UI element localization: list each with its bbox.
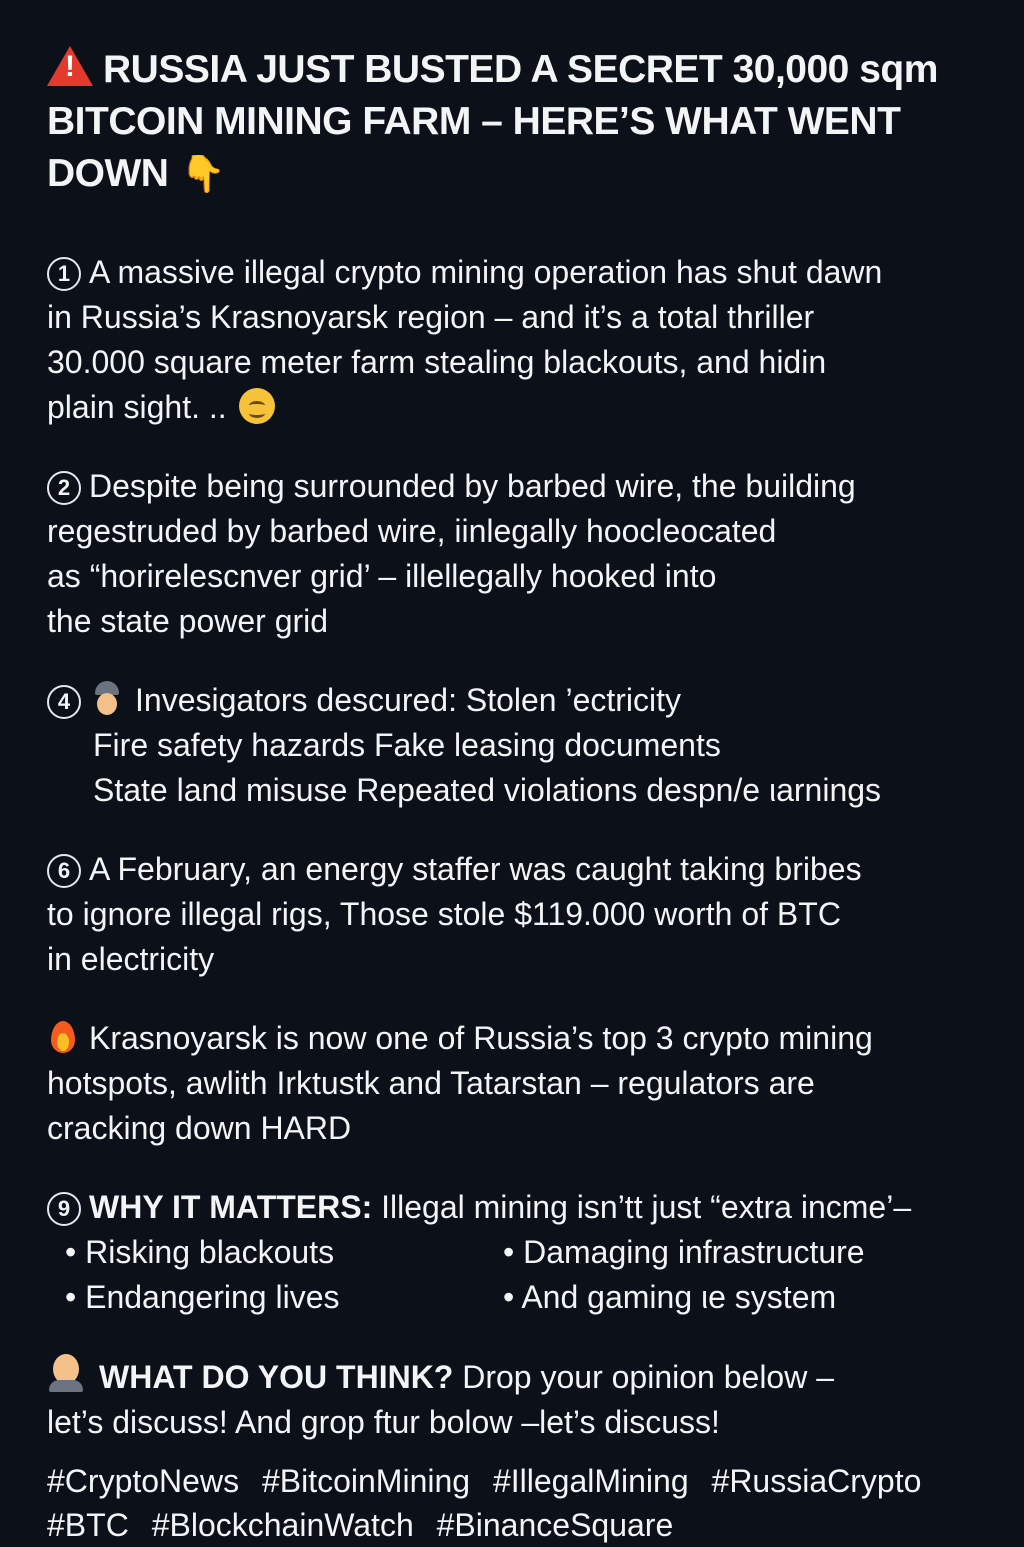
cta-line-2: let’s discuss! And grop ftur bolow –let’s discuss! (47, 1404, 720, 1440)
section-6-line-1: A February, an energy staffer was caught taking bribes (89, 851, 862, 887)
number-marker-6: 6 (47, 854, 81, 888)
hashtag-link[interactable]: #BTC (47, 1507, 129, 1543)
section-4-line-3: State land misuse Repeated violations despn/e ιarnings (93, 772, 882, 808)
bullet-row-1 (47, 1230, 1012, 1275)
warning-icon (47, 46, 93, 86)
fire-icon (47, 1019, 79, 1055)
detective-icon (89, 681, 125, 717)
headline-line-1: RUSSIA JUST BUSTED A SECRET 30,000 sqm (103, 48, 938, 91)
section-4-line-2: Fire safety hazards Fake leasing documents (93, 727, 721, 763)
section-1-line-2: in Russia’s Krasnoyarsk region – and it’s a total thriller (47, 299, 815, 335)
bullet-item: • And gaming ιe system (485, 1275, 923, 1320)
smile-icon (239, 388, 275, 424)
headline-line-2: BITCOIN MINING FARM – HERE’S WHAT WENT (47, 100, 901, 143)
section-1-line-3: 30.000 square meter farm stealing blackouts, and hidin (47, 344, 827, 380)
number-marker-1: 1 (47, 257, 81, 291)
call-to-action (47, 1354, 1012, 1445)
section-1-line-1: A massive illegal crypto mining operation has shut dawn (89, 254, 883, 290)
hotspots-line-2: hotspots, awlith Irktustk and Tatarstan – regulators are (47, 1065, 815, 1101)
section-6-line-3: in electricity (47, 941, 215, 977)
bullet-item: • Damaging infrastructure (485, 1230, 923, 1275)
hashtag-link[interactable]: #IllegalMining (492, 1463, 689, 1499)
hashtag-link[interactable]: #BlockchainWatch (151, 1507, 414, 1543)
section-2 (47, 464, 1012, 644)
hashtag-link[interactable]: #BinanceSquare (436, 1507, 674, 1543)
section-4 (47, 678, 1012, 813)
hashtags (47, 1459, 1012, 1547)
number-marker-2: 2 (47, 471, 81, 505)
bullet-item: • Endangering lives (47, 1275, 485, 1320)
section-hotspots (47, 1016, 1012, 1151)
hashtag-link[interactable]: #RussiaCrypto (711, 1463, 922, 1499)
section-2-line-1: Despite being surrounded by barbed wire, the building (89, 468, 856, 504)
hotspots-line-3: cracking down HARD (47, 1110, 352, 1146)
hashtag-link[interactable]: #CryptoNews (47, 1463, 240, 1499)
section-9 (47, 1185, 1012, 1320)
section-2-line-2: regestruded by barbed wire, iinlegally hoocleocated (47, 513, 777, 549)
section-6 (47, 847, 1012, 982)
section-1-line-4: plain sight. .. (47, 389, 227, 425)
bullet-item: • Risking blackouts (47, 1230, 485, 1275)
bullet-row-2 (47, 1275, 1012, 1320)
section-4-line-1: Invesigators descured: Stolen ’ectricity (135, 682, 682, 718)
thinker-icon (47, 1354, 87, 1394)
why-it-matters-text: Illegal mining isn’tt just “extra incme’– (372, 1189, 912, 1225)
headline (47, 44, 1012, 200)
cta-heading: WHAT DO YOU THINK? (99, 1359, 454, 1395)
hashtag-link[interactable]: #BitcoinMining (261, 1463, 471, 1499)
section-2-line-3: as “horirelescnver grid’ – illellegally hooked into (47, 558, 717, 594)
number-marker-9: 9 (47, 1192, 81, 1226)
section-2-line-4: the state power grid (47, 603, 329, 639)
section-6-line-2: to ignore illegal rigs, Those stole $119.000 worth of BTC (47, 896, 841, 932)
number-marker-4: 4 (47, 685, 81, 719)
post-card (47, 44, 1012, 1547)
why-it-matters-heading: WHY IT MATTERS: (89, 1189, 373, 1225)
point-down-icon: 👇 (180, 153, 225, 194)
hotspots-line-1: Krasnoyarsk is now one of Russia’s top 3 crypto mining (89, 1020, 873, 1056)
headline-line-3: DOWN (47, 152, 169, 195)
section-1 (47, 250, 1012, 430)
cta-text: Drop your opinion below – (453, 1359, 835, 1395)
